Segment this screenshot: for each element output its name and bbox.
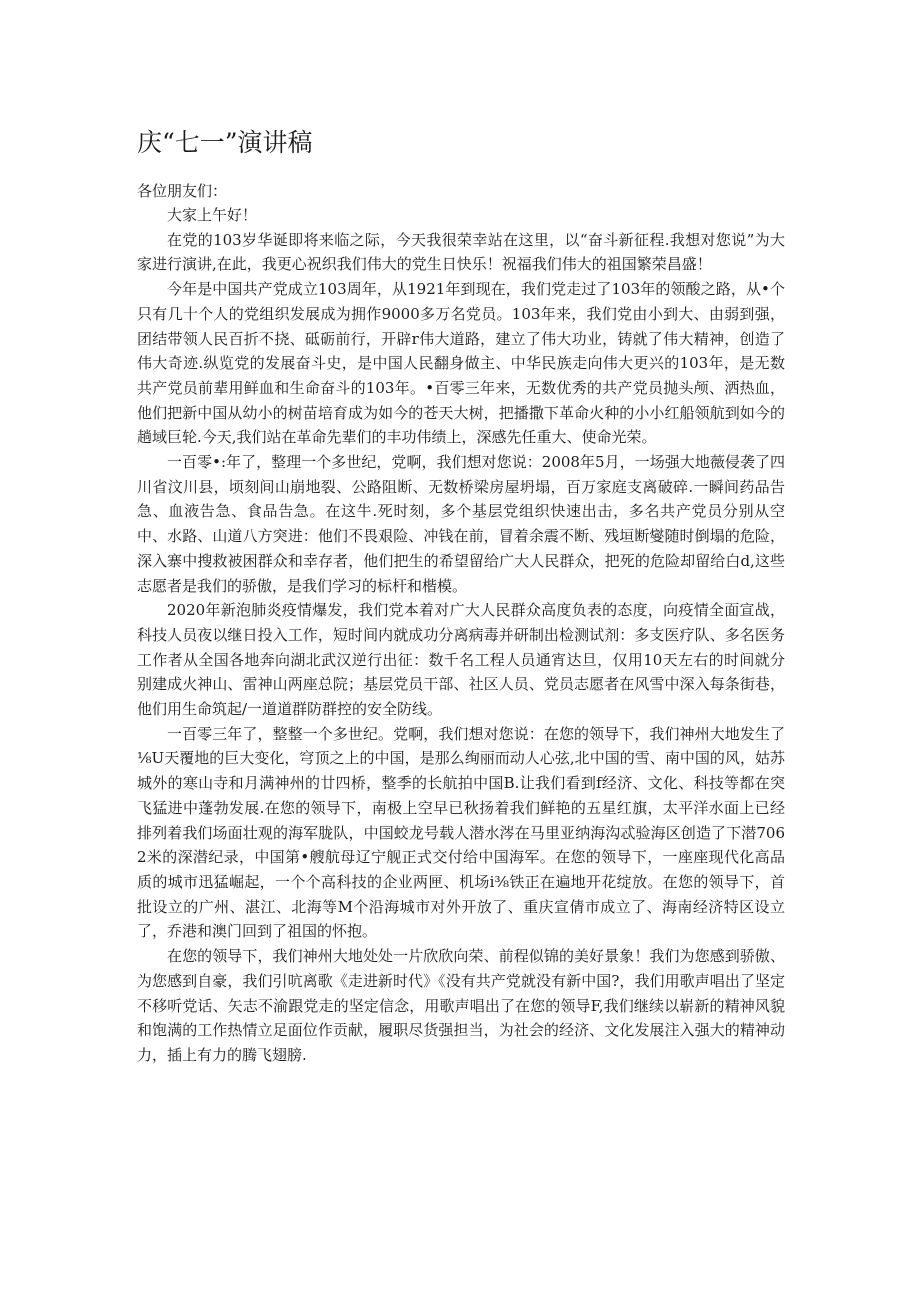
paragraph: 今年是中国共产党成立103周年，从1921年到现在，我们党走过了103年的领酸之路，从•个只有几十个人的党组织发展成为拥作9000多万名党员。103年来，我们党由小到大、由弱到强，团结带领人民百折不挠、砥砺前行，开辟r伟大道路，建立了伟大功业，铸就了伟大精神，创造了伟大奇迹.纵览党的发展奋斗史，是中国人民翻身做主、中华民族走向伟大更兴的103年，是无数共产党员前辈用鲜血和生命奋斗的103年。•百零三年来，无数优秀的共产党员抛头颅、洒热血，他们把新中国从幼小的树苗培育成为如今的苍天大树，把播撒下革命火种的小小红船领航到如今的趟域巨轮.今天,我们站在革命先辈们的丰功伟绩上，深感先任重大、使命光荣。 [137, 280, 785, 447]
paragraph: 大家上午好！ [167, 206, 258, 224]
greeting: 各位朋友们： [137, 182, 228, 200]
paragraph: 一百零•:年了，整理一个多世纪，党啊，我们想对您说：2008年5月，一场强大地薇侵袭了四川省汶川县，顷刻间山崩地裂、公路阻断、无数桥梁房屋坍塌，百万家庭支离破碎.一瞬间药品告急、血液告急、食品告急。在这牛.死时刻，多个基层党组织快速出击，多名共产党员分别从空中、水路、山道八方突进：他们不畏艰险、冲钱在前，冒着余震不断、残垣断燮随时倒塌的危险，深入寨中搜救被困群众和幸存者，他们把生的希望留给广大人民群众，把死的危险却留给白d,这些志愿者是我们的骄傲，是我们学习的标杆和楷模。 [137, 453, 785, 595]
paragraph: 在党的103岁华诞即将来临之际，今天我很荣幸站在这里，以“奋斗新征程.我想对您说”为大家进行演讲,在此，我更心祝织我们伟大的党生日快乐！祝福我们伟大的祖国繁荣昌盛！ [137, 230, 785, 274]
paragraph: 一百零三年了，整整一个多世纪。党啊，我们想对您说：在您的领导下，我们神州大地发生了⅛U天覆地的巨大变化，穹顶之上的中国，是那么绚丽而动人心弦,北中国的雪、南中国的风，姑苏城外的寒山寺和月满神州的廿四桥，整季的长航拍中国B.让我们看到f经济、文化、科技等都在突飞猛进中蓬勃发展.在您的领导下，南极上空早已秋扬着我们鲜艳的五星红旗，太平洋水面上已经排列着我们场面壮观的海军胧队，中国蛟龙号载人潜水涔在马里亚纳海沟忒验海区创造了下潜7062米的深潜纪录，中国第•艘航母辽宁舰正式交付给中国海军。在您的领导下，一座座现代化高品质的城市迅猛崛起，一个个高科技的企业两匣、机场i⅜铁正在遍地开花绽放。在您的领导下，首批设立的广州、湛江、北海等M个沿海城市对外开放了、重庆宣倩市成立了、海南经济特区设立了，乔港和澳门回到了祖国的怀抱。 [137, 724, 785, 941]
paragraph: 在您的领导下，我们神州大地处处一片欣欣向荣、前程似锦的美好景象！我们为您感到骄傲、为您感到自豪，我们引吭离歌《走进新时代》《没有共产党就没有新中国?，我们用歌声唱出了坚定不移听党话、矢志不渝跟党走的坚定信念，用歌声唱出了在您的领导F,我们继续以崭新的精神风貌和饱满的工作热情立足面位作贡献，履职尽货强担当，为社会的经济、文化发展注入强大的精神动力，插上有力的腾飞翅膀. [137, 947, 785, 1064]
document-title: 庆“七一”演讲稿 [137, 128, 313, 157]
document-body [137, 203, 785, 1068]
paragraph: 2020年新泡肺炎疫情爆发，我们党本着对广大人民群众高度负表的态度，向疫情全面宣战，科技人员夜以继日投入工作，短时间内就成功分离病毒并研制出检测试剂：多支医疗队、多名医务工作者从全国各地奔向湖北武汉逆行出征：数千名工程人员通宵达旦，仅用10天左右的时间就分别建成火神山、雷神山两座总院；基层党员干部、社区人员、党员志愿者在风雪中深入每条街巷，他们用生命筑起/一道道群防群控的安全防线。 [137, 601, 785, 719]
